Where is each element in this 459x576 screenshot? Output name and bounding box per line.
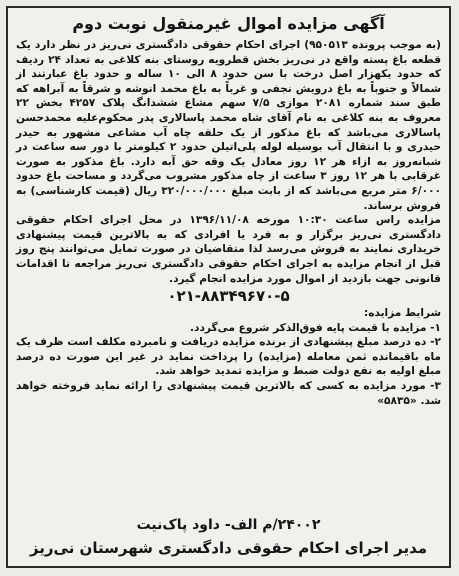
signature-office: مدیر اجرای احکام حقوقی دادگستری شهرستان نی‌ریز bbox=[29, 539, 428, 557]
condition-item: ۳- مورد مزایده به کسی که بالاترین قیمت پیشنهادی را ارائه نماید فروخته خواهد شد. «۵۸۳۵» bbox=[16, 380, 441, 407]
conditions-list bbox=[16, 321, 441, 409]
notice-title: آگهی مزایده اموال غیرمنقول نوبت دوم bbox=[72, 14, 385, 33]
notice-body bbox=[16, 38, 441, 286]
condition-item: ۱- مزایده با قیمت پایه فوق‌الذکر شروع می‌گردد. bbox=[190, 321, 441, 334]
signature-block bbox=[16, 514, 441, 560]
auction-notice bbox=[6, 6, 451, 568]
signature-reference: ۲۴۰۰۲/م الف- داود پاک‌نیت bbox=[136, 517, 321, 533]
condition-item: ۲- ده درصد مبلغ پیشنهادی از برنده مزایده دریافت و نامبرده مکلف است ظرف یک ماه باقیمانده ثمن معامله (مزایده) را پرداخت نماید در غیر این صورت ده درصد مبلغ اولیه به نفع دولت ضبط و مزایده تمدید خواهد شد. bbox=[16, 336, 441, 378]
conditions-heading: شرایط مزایده: bbox=[363, 307, 441, 320]
notice-paragraph-property: (به موجب پرونده ۹۵۰۵۱۳) اجرای احکام حقوقی دادگستری نی‌ریز در نظر دارد یک قطعه باغ پسته واقع در نی‌ریز بخش قطرویه روستای بنه کلاغی به تعداد ۲۴ ردیف که حدود یکهزار اصل درخت با سن حدود ۸ الی ۱۰ ساله و حدود باغ عبارتند از شمالاً و جنوباً به باغ درویش نجفی و غرباً به باغ محمد انوشه و شرقاً به آبراهه که طبق سند شماره ۲۰۸۱ موازی ۷/۵ سهم مشاع ششدانگ پلاک ۴۲۵۷ بخش ۲۲ معروف به بنه کلاغی به نام آقای شاه محمد پاسالاری پدر محکوم‌علیه محمدحسن پاسالاری می‌باشد که باغ مذکور از یک حلقه چاه آب مشاعی مشهور به حیدر حیدری و با انتقال آب بوسیله لوله پلی‌اتیلن حدود ۲ کیلومتر با دور سه ساعت در شبانه‌روز به ازاء هر ۱۲ روز معادل یک وقه حق آبه دارد. باغ مذکور به صورت غرقابی با هر ۱۲ روز ۳ ساعت از چاه مذکور مشروب می‌گردد و مساحت باغ حدود ۶/۰۰۰ متر مربع می‌باشد که از بابت مبلغ ۳۲۰/۰۰۰/۰۰۰ ریال (قیمت کارشناسی) به فروش برساند. bbox=[16, 39, 441, 212]
phone-number: ۰۲۱-۸۸۳۴۹۶۷۰-۵ bbox=[167, 287, 290, 306]
notice-paragraph-schedule: مزایده راس ساعت ۱۰:۳۰ مورخه ۱۳۹۶/۱۱/۰۸ در محل اجرای احکام حقوقی دادگستری نی‌ریز برگزار و به فرد یا افرادی که به بالاترین قیمت پیشنهادی خریداری نمایند به فروش می‌رسد لذا متقاضیان در صورت تمایل می‌توانند پنج روز قبل از انجام مزایده به اجرای احکام حقوقی دادگستری نی‌ریز مراجعه تا اقدامات قانونی جهت بازدید از اموال مورد مزایده انجام گیرد. bbox=[16, 214, 441, 285]
